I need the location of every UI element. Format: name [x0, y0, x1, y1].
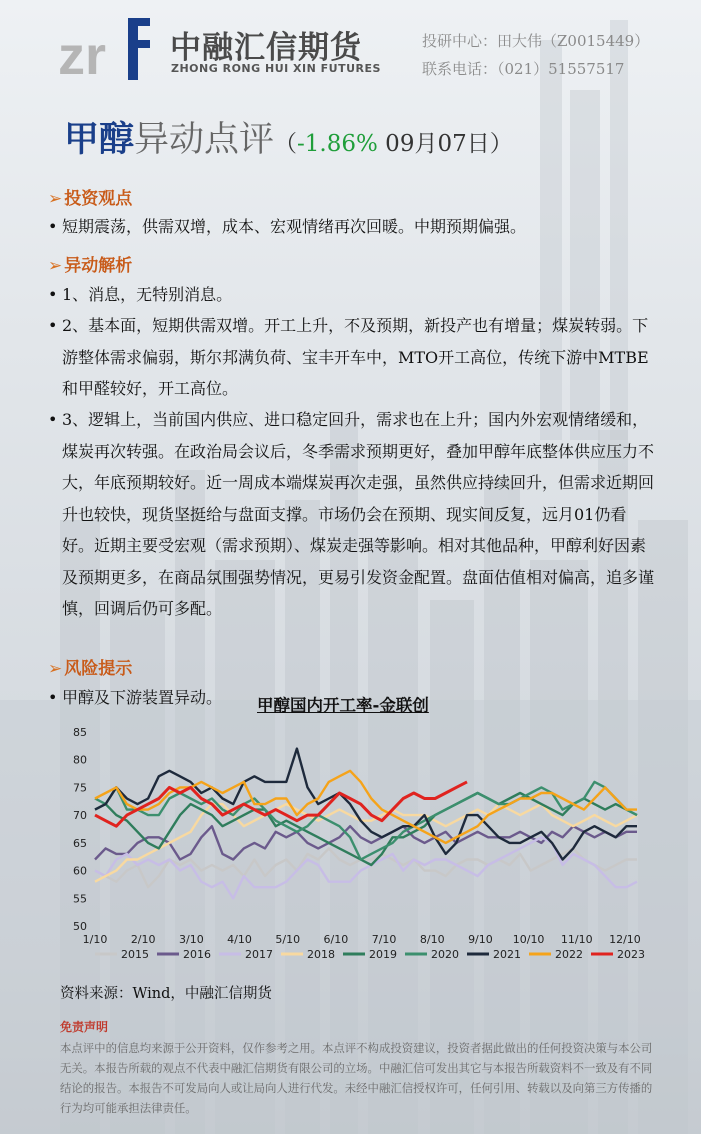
company-name-en: ZHONG RONG HUI XIN FUTURES [171, 62, 381, 75]
company-name-cn: 中融汇信期货 [170, 30, 362, 66]
y-tick-label: 85 [73, 726, 87, 739]
x-tick-label: 7/10 [371, 933, 397, 946]
title-change: -1.86% [297, 131, 378, 157]
title-type: 异动点评 [134, 120, 275, 160]
arrow-icon: ➢ [48, 256, 63, 276]
series-line-2016 [95, 826, 637, 859]
y-tick-label: 75 [73, 781, 87, 795]
analysis-item-1: • 1、消息，无特别消息。 [48, 279, 658, 311]
bullet-icon: • [48, 316, 58, 335]
series-line-2017 [95, 837, 637, 898]
chart-title: 甲醇国内开工率-金联创 [257, 696, 429, 715]
company-logo-icon [58, 10, 166, 82]
title-date: 09月07日） [377, 131, 513, 157]
section-analysis: ➢ 异动解析 [48, 256, 133, 276]
legend-label-2021: 2021 [493, 948, 521, 961]
analysis-item-2: • 2、基本面，短期供需双增。开工上升，不及预期，新投产也有增量；煤炭转弱。下游整体需求偏弱，斯尔邦满负荷、宝丰开车中，MTO开工高位，传统下游中MTBE和甲醛较好，开工高位。 [48, 310, 658, 405]
phone-contact: 联系电话：（021）51557517 [422, 60, 625, 78]
research-contact: 投研中心：田大伟（Z0015449） [422, 32, 650, 50]
y-tick-label: 50 [73, 920, 87, 933]
legend-label-2022: 2022 [555, 948, 583, 961]
legend-label-2020: 2020 [431, 948, 459, 961]
legend-label-2019: 2019 [369, 948, 397, 961]
x-tick-label: 6/10 [323, 933, 349, 946]
bullet-icon: • [48, 285, 58, 304]
page-title [64, 112, 513, 162]
disclaimer-text: 本点评中的信息均来源于公开资料，仅作参考之用。本点评不构成投资建议，投资者据此做出的任何投资决策与本公司无关。本报告所载的观点不代表中融汇信期货有限公司的立场。中融汇信可发出其它与本报告所载资料不一致及有不同结论的报告。本报告不可发局向人或让局向人进行代发。未经中融汇信授权许可，任何引用、转载以及向第三方传播的行为均可能承担法律责任。 [60, 1041, 653, 1115]
section-risk: ➢ 风险提示 [48, 659, 133, 679]
legend-label-2016: 2016 [183, 948, 211, 961]
legend-label-2015: 2015 [121, 948, 149, 961]
section-investment-view: ➢ 投资观点 [48, 189, 133, 209]
x-tick-label: 1/10 [82, 933, 108, 946]
x-tick-label: 9/10 [468, 933, 493, 946]
arrow-icon: ➢ [48, 189, 63, 209]
x-tick-label: 4/10 [227, 933, 252, 946]
series-line-2021 [95, 749, 637, 860]
x-tick-label: 12/10 [609, 933, 641, 946]
bullet-icon: • [48, 688, 58, 707]
header [0, 0, 701, 100]
x-tick-label: 8/10 [419, 933, 445, 946]
series-line-2023 [95, 782, 467, 826]
investment-view-text: • 短期震荡，供需双增，成本、宏观情绪再次回暖。中期预期偏强。 [48, 211, 658, 243]
x-tick-label: 2/10 [130, 933, 156, 946]
legend-label-2023: 2023 [617, 948, 645, 961]
x-tick-label: 11/10 [560, 933, 593, 946]
title-paren: （ [274, 131, 298, 157]
y-tick-label: 55 [73, 892, 87, 906]
x-tick-label: 10/10 [512, 933, 545, 946]
legend-label-2018: 2018 [307, 948, 335, 961]
y-tick-label: 80 [73, 753, 87, 767]
series-line-2022 [95, 771, 637, 843]
disclaimer-title: 免责声明 [60, 1020, 109, 1034]
title-product: 甲醇 [64, 119, 135, 160]
data-source: 资料来源：Wind，中融汇信期货 [60, 986, 272, 1002]
utilization-line-chart [55, 718, 655, 968]
arrow-icon: ➢ [48, 659, 63, 679]
risk-text: • 甲醇及下游装置异动。 [48, 682, 248, 714]
y-tick-label: 65 [73, 836, 87, 850]
y-tick-label: 60 [73, 864, 87, 878]
x-tick-label: 3/10 [179, 933, 204, 946]
legend-label-2017: 2017 [245, 948, 273, 961]
bullet-icon: • [48, 410, 58, 429]
series-line-2018 [95, 804, 637, 882]
y-tick-label: 70 [73, 809, 87, 823]
bullet-icon: • [48, 217, 58, 236]
x-tick-label: 5/10 [275, 933, 301, 946]
svg-text:zr: zr [58, 26, 107, 82]
analysis-item-3: • 3、逻辑上，当前国内供应、进口稳定回升，需求也在上升；国内外宏观情绪缓和，煤炭再次转强。在政治局会议后，冬季需求预期更好，叠加甲醇年底整体供应压力不大，年底预期较好。近一周成本端煤炭再次走强，虽然供应持续回升，但需求近期回升也较快，现货坚挺给与盘面支撑。市场仍会在预期、现实间反复，远月01仍看好。近期主要受宏观（需求预期）、煤炭走强等影响。相对其他品种，甲醇利好因素及预期更多，在商品氛围强势情况，更易引发资金配置。盘面估值相对偏高，追多谨慎，回调后仍可多配。 [48, 404, 658, 625]
